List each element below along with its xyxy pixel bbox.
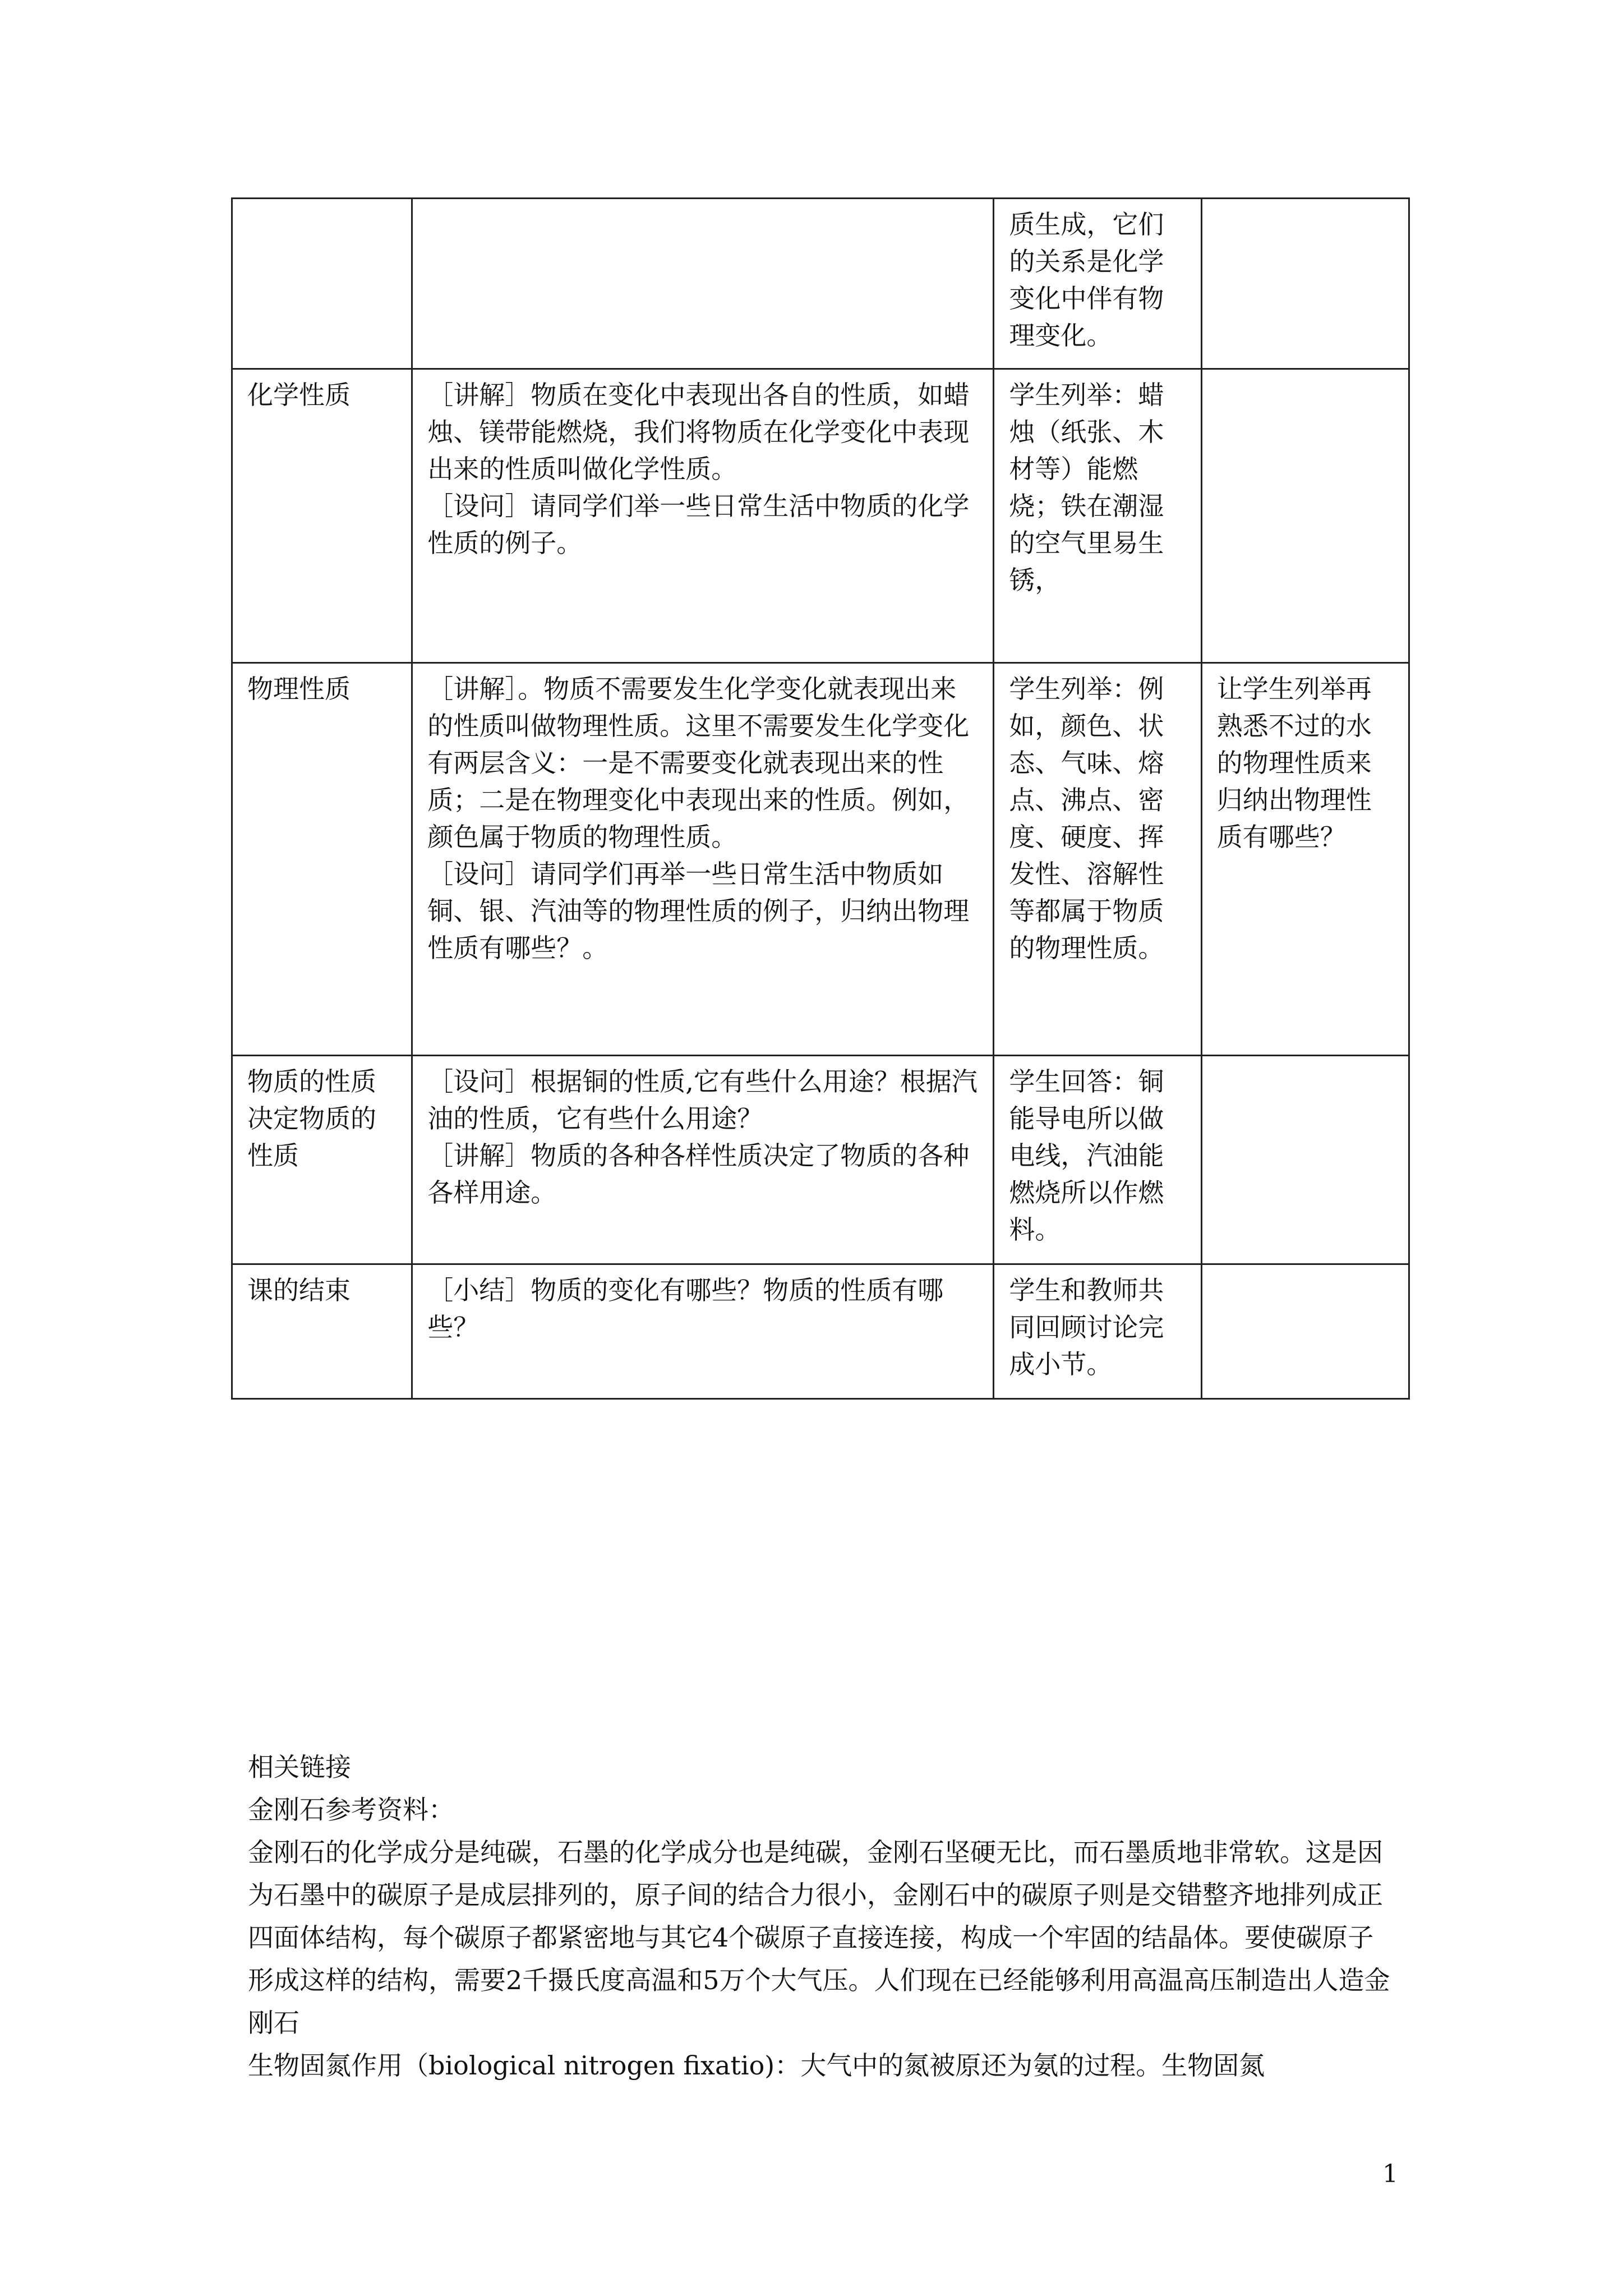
design-intent-cell (1201, 369, 1409, 663)
table-row (232, 199, 1409, 369)
teacher-paragraph: ［小结］物质的变化有哪些？物质的性质有哪些？ (427, 1275, 944, 1342)
teacher-activity-cell (412, 199, 994, 369)
topic-cell: 物质的性质决定物质的性质 (232, 1056, 412, 1264)
teacher-activity-cell (412, 663, 994, 1056)
student-activity-cell: 学生列举：蜡烛（纸张、木材等）能燃烧；铁在潮湿的空气里易生锈， (994, 369, 1201, 663)
body-paragraph: 金刚石的化学成分是纯碳，石墨的化学成分也是纯碳，金刚石坚硬无比，而石墨质地非常软。这是因为石墨中的碳原子是成层排列的，原子间的结合力很小，金刚石中的碳原子则是交错整齐地排列成正四面体结构，每个碳原子都紧密地与其它4个碳原子直接连接，构成一个牢固的结晶体。要使碳原子形成这样的结构，需要2千摄氏度高温和5万个大气压。人们现在已经能够利用高温高压制造出人造金刚石 (248, 1837, 1390, 2038)
design-intent-cell (1201, 199, 1409, 369)
section-heading: 相关链接 (248, 1752, 351, 1782)
topic-cell: 化学性质 (232, 369, 412, 663)
table-row (232, 1264, 1409, 1399)
lesson-table (231, 197, 1410, 1400)
student-activity-cell: 学生回答：铜能导电所以做电线，汽油能燃烧所以作燃料。 (994, 1056, 1201, 1264)
teacher-paragraph: ［设问］请同学们举一些日常生活中物质的化学性质的例子。 (427, 491, 970, 558)
teacher-paragraph: ［讲解］物质在变化中表现出各自的性质，如蜡烛、镁带能燃烧，我们将物质在化学变化中表现出来的性质叫做化学性质。 (427, 380, 970, 484)
teacher-paragraph: ［设问］请同学们再举一些日常生活中物质如铜、银、汽油等的物理性质的例子，归纳出物理性质有哪些？。 (427, 859, 970, 963)
page-number: 1 (1382, 2160, 1398, 2188)
student-activity-cell: 学生和教师共同回顾讨论完成小节。 (994, 1264, 1201, 1399)
related-links-section (248, 1746, 1392, 2087)
topic-cell: 课的结束 (232, 1264, 412, 1399)
table-row (232, 663, 1409, 1056)
design-intent-cell (1201, 1264, 1409, 1399)
student-activity-cell: 质生成，它们的关系是化学变化中伴有物理变化。 (994, 199, 1201, 369)
teacher-activity-cell (412, 1264, 994, 1399)
section-subheading: 金刚石参考资料： (248, 1795, 454, 1825)
topic-cell (232, 199, 412, 369)
topic-cell: 物理性质 (232, 663, 412, 1056)
teacher-paragraph: ［讲解］。物质不需要发生化学变化就表现出来的性质叫做物理性质。这里不需要发生化学变化有两层含义：一是不需要变化就表现出来的性质；二是在物理变化中表现出来的性质。例如，颜色属于物质的物理性质。 (427, 674, 970, 852)
table-row (232, 369, 1409, 663)
teacher-activity-cell (412, 369, 994, 663)
table-row (232, 1056, 1409, 1264)
teacher-paragraph: ［讲解］物质的各种各样性质决定了物质的各种各样用途。 (427, 1140, 970, 1208)
teacher-paragraph: ［设问］根据铜的性质,它有些什么用途？根据汽油的性质，它有些什么用途？ (427, 1066, 978, 1134)
body-paragraph: 生物固氮作用（biological nitrogen fixatio)：大气中的氮被原还为氨的过程。生物固氮 (248, 2050, 1265, 2081)
student-activity-cell: 学生列举：例如，颜色、状态、气味、熔点、沸点、密度、硬度、挥发性、溶解性等都属于物质的物理性质。 (994, 663, 1201, 1056)
teacher-activity-cell (412, 1056, 994, 1264)
design-intent-cell (1201, 1056, 1409, 1264)
design-intent-cell: 让学生列举再熟悉不过的水的物理性质来归纳出物理性质有哪些？ (1201, 663, 1409, 1056)
